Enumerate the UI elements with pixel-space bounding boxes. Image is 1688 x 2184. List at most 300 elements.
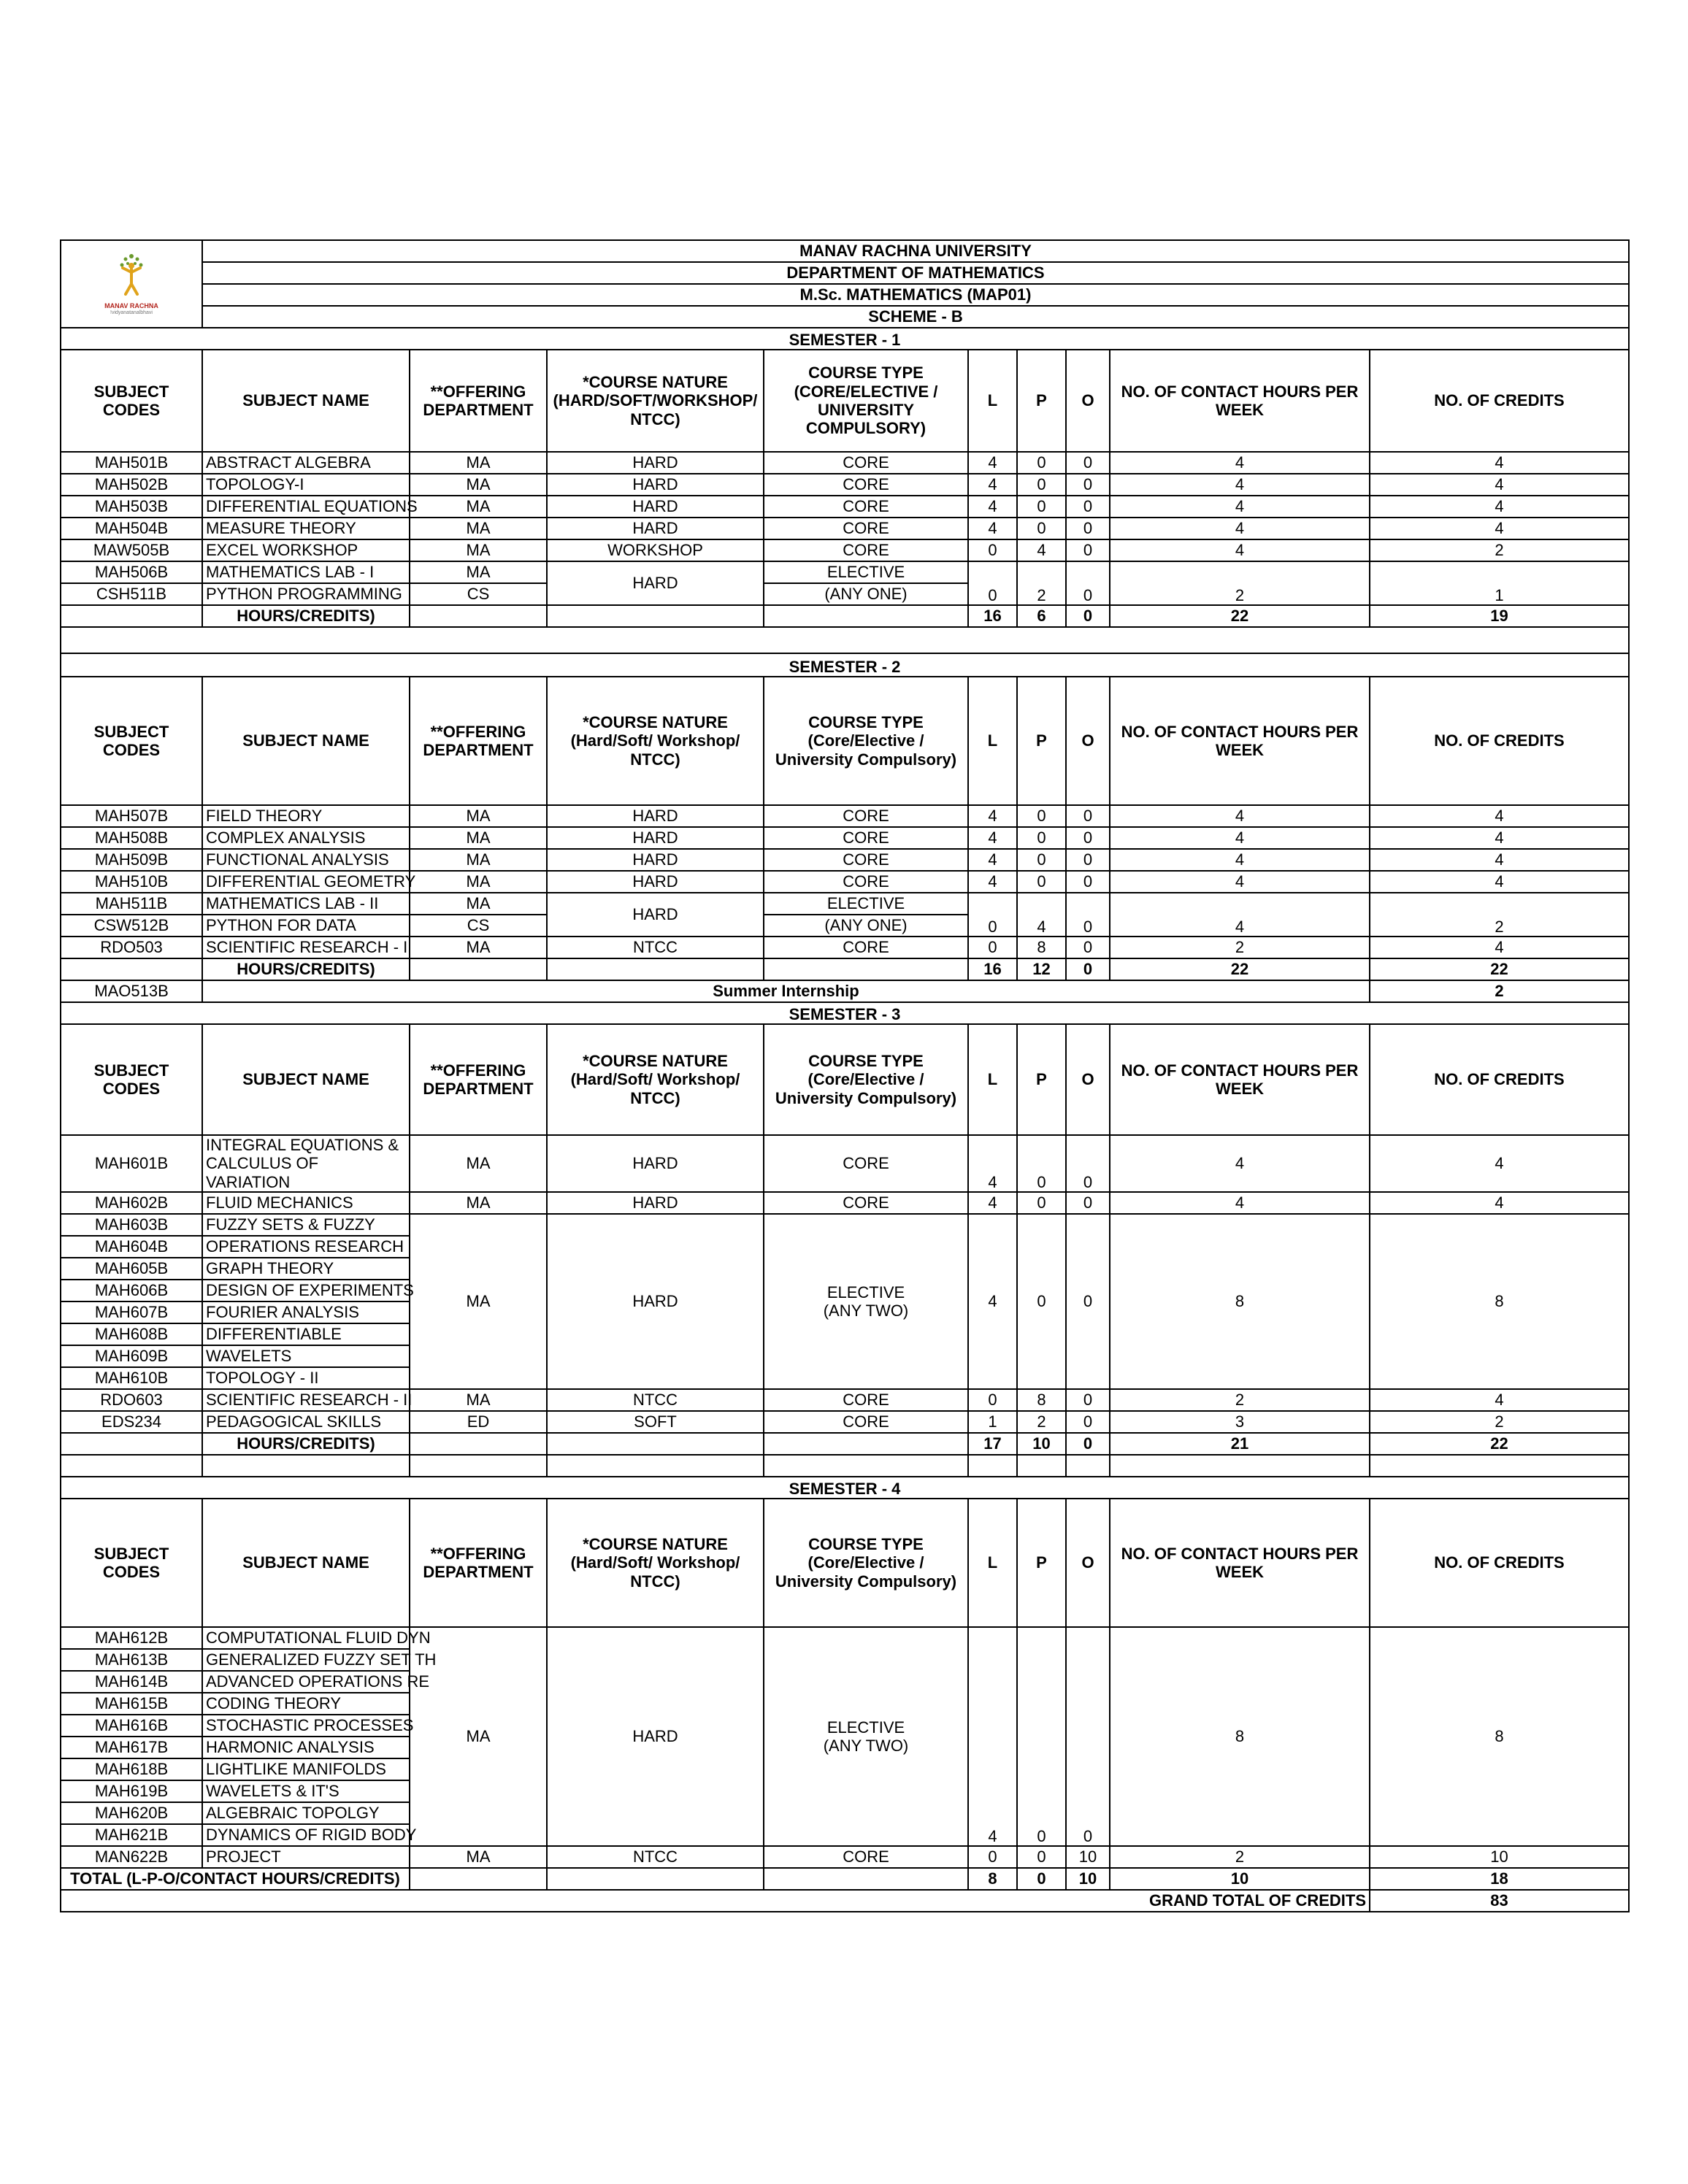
contact-hours: 8 [1110,1627,1370,1846]
empty-cell [547,1433,764,1455]
total-contact-hours: 21 [1110,1433,1370,1455]
course-nature: HARD [547,1135,764,1192]
header-offering-department: **OFFERING DEPARTMENT [410,1499,547,1627]
other-hours: 0 [1066,827,1110,849]
lecture-hours: 4 [968,474,1017,496]
lecture-hours: 0 [968,1389,1017,1411]
credits: 4 [1370,496,1629,518]
credits: 4 [1370,805,1629,827]
other-hours: 0 [1066,805,1110,827]
subject-code: RDO503 [61,937,202,958]
internship-row [61,980,1629,1002]
header-course-type: COURSE TYPE (Core/Elective / University Compulsory) [764,677,968,805]
lecture-hours: 4 [968,827,1017,849]
course-type: CORE [764,1411,968,1433]
contact-hours: 2 [1110,937,1370,958]
subject-name: MEASURE THEORY [202,518,410,539]
course-nature: HARD [547,893,764,937]
university-name: MANAV RACHNA UNIVERSITY [202,240,1629,262]
header-credits: NO. OF CREDITS [1370,1499,1629,1627]
title-row [61,306,1629,328]
subject-name: FOURIER ANALYSIS [202,1301,410,1323]
header-course-nature: *COURSE NATURE (Hard/Soft/ Workshop/ NTCC) [547,677,764,805]
total-row [61,1868,1629,1890]
table-body [61,240,1629,1912]
subject-name: FLUID MECHANICS [202,1192,410,1214]
empty-cell [1066,1455,1110,1477]
practical-hours: 8 [1017,1389,1066,1411]
total-credits: 19 [1370,605,1629,627]
course-type-line: (ANY TWO) [823,1736,909,1755]
subject-name: DYNAMICS OF RIGID BODY [202,1824,410,1846]
subject-code: MAH603B [61,1214,202,1236]
other-hours: 0 [1066,937,1110,958]
practical-hours: 0 [1017,496,1066,518]
course-type: CORE [764,871,968,893]
other-hours: 10 [1066,1846,1110,1868]
subject-code: MAH610B [61,1367,202,1389]
header-course-type: COURSE TYPE (CORE/ELECTIVE / UNIVERSITY COMPULSORY) [764,350,968,452]
grand-total-label: GRAND TOTAL OF CREDITS [61,1890,1370,1912]
other-hours: 0 [1066,1411,1110,1433]
total-l: 16 [968,605,1017,627]
column-header-row [61,1499,1629,1627]
lecture-hours: 4 [968,871,1017,893]
empty-cell [764,1433,968,1455]
course-nature: NTCC [547,1389,764,1411]
table-row [61,474,1629,496]
header-p: P [1017,1499,1066,1627]
course-type-line: (ANY TWO) [823,1301,909,1320]
course-type-line: ELECTIVE [826,1283,905,1301]
practical-hours: 2 [1017,561,1066,605]
practical-hours: 0 [1017,474,1066,496]
offering-department: MA [410,1192,547,1214]
course-type: CORE [764,474,968,496]
course-nature: HARD [547,849,764,871]
other-hours: 0 [1066,1214,1110,1389]
offering-department: MA [410,539,547,561]
course-type: CORE [764,1192,968,1214]
subject-code: MAH606B [61,1280,202,1301]
title-row [61,284,1629,306]
subject-code: MAH502B [61,474,202,496]
credits: 4 [1370,827,1629,849]
contact-hours: 2 [1110,561,1370,605]
total-l: 16 [968,958,1017,980]
empty-cell [547,1868,764,1890]
header-contact-hours: NO. OF CONTACT HOURS PER WEEK [1110,677,1370,805]
subject-code: MAH506B [61,561,202,583]
other-hours: 0 [1066,539,1110,561]
course-type [764,1214,968,1389]
course-type: CORE [764,937,968,958]
subject-code: MAH620B [61,1802,202,1824]
header-course-nature: *COURSE NATURE (Hard/Soft/ Workshop/ NTCC) [547,1024,764,1135]
course-type: CORE [764,849,968,871]
empty-cell [547,1455,764,1477]
subject-name: LIGHTLIKE MANIFOLDS [202,1758,410,1780]
credits: 4 [1370,1192,1629,1214]
total-l: 8 [968,1868,1017,1890]
subject-code: MAH607B [61,1301,202,1323]
lecture-hours: 0 [968,1846,1017,1868]
header-l: L [968,1499,1017,1627]
total-p: 0 [1017,1868,1066,1890]
header-l: L [968,1024,1017,1135]
subject-name: SCIENTIFIC RESEARCH - II [202,1389,410,1411]
course-nature: HARD [547,827,764,849]
blank-row [61,627,1629,653]
practical-hours: 0 [1017,1135,1066,1192]
logo-icon [115,252,148,301]
grand-total-value: 83 [1370,1890,1629,1912]
table-row [61,1411,1629,1433]
subject-name: GENERALIZED FUZZY SET TH [202,1649,410,1671]
offering-department: MA [410,1389,547,1411]
practical-hours: 2 [1017,1411,1066,1433]
total-credits: 22 [1370,1433,1629,1455]
header-credits: NO. OF CREDITS [1370,677,1629,805]
total-label: HOURS/CREDITS) [202,958,410,980]
empty-cell [410,1868,547,1890]
header-contact-hours: NO. OF CONTACT HOURS PER WEEK [1110,350,1370,452]
subject-code: MAH605B [61,1258,202,1280]
subject-code: MAH615B [61,1693,202,1715]
course-nature: HARD [547,474,764,496]
table-row [61,1214,1629,1236]
logo-name: MANAV RACHNA [104,302,158,310]
header-subject-name: SUBJECT NAME [202,350,410,452]
logo-tagline: !vidyanatanalbhavi [110,309,153,315]
header-subject-codes: SUBJECT CODES [61,1024,202,1135]
header-subject-codes: SUBJECT CODES [61,677,202,805]
subject-code: MAH621B [61,1824,202,1846]
practical-hours: 0 [1017,518,1066,539]
offering-department: MA [410,452,547,474]
subject-code: MAH504B [61,518,202,539]
offering-department: MA [410,518,547,539]
practical-hours: 0 [1017,1214,1066,1389]
contact-hours: 4 [1110,1135,1370,1192]
other-hours: 0 [1066,1627,1110,1846]
subject-name: MATHEMATICS LAB - I [202,561,410,583]
contact-hours: 4 [1110,1192,1370,1214]
subject-code: MAH612B [61,1627,202,1649]
course-type: CORE [764,452,968,474]
contact-hours: 4 [1110,893,1370,937]
subject-code: MAH614B [61,1671,202,1693]
offering-department: MA [410,937,547,958]
empty-cell [968,1455,1017,1477]
contact-hours: 4 [1110,518,1370,539]
course-nature: NTCC [547,937,764,958]
blank-cell [61,627,1629,653]
header-subject-codes: SUBJECT CODES [61,350,202,452]
lecture-hours: 4 [968,1192,1017,1214]
course-nature: HARD [547,452,764,474]
column-header-row [61,1024,1629,1135]
subject-code: CSW512B [61,915,202,937]
table-row [61,1627,1629,1649]
total-credits: 18 [1370,1868,1629,1890]
lecture-hours: 4 [968,518,1017,539]
course-nature: HARD [547,1214,764,1389]
offering-department: MA [410,849,547,871]
empty-cell [547,605,764,627]
credits: 1 [1370,561,1629,605]
practical-hours: 4 [1017,539,1066,561]
subject-name: DIFFERENTIAL EQUATIONS [202,496,410,518]
subject-code: MAN622B [61,1846,202,1868]
header-credits: NO. OF CREDITS [1370,350,1629,452]
subject-code: MAH507B [61,805,202,827]
subject-code: MAH510B [61,871,202,893]
table-row [61,1192,1629,1214]
offering-department: MA [410,1627,547,1846]
offering-department: MA [410,871,547,893]
subject-name: STOCHASTIC PROCESSES [202,1715,410,1737]
course-type: CORE [764,539,968,561]
total-p: 10 [1017,1433,1066,1455]
practical-hours: 0 [1017,1846,1066,1868]
empty-cell [410,1455,547,1477]
department-name: DEPARTMENT OF MATHEMATICS [202,262,1629,284]
course-type [764,1627,968,1846]
table-row [61,1389,1629,1411]
course-nature: NTCC [547,1846,764,1868]
subject-name: ABSTRACT ALGEBRA [202,452,410,474]
subject-code: MAH619B [61,1780,202,1802]
subject-name: DESIGN OF EXPERIMENTS [202,1280,410,1301]
subject-name: PYTHON FOR DATA [202,915,410,937]
contact-hours: 4 [1110,827,1370,849]
table-row [61,1846,1629,1868]
subject-name: COMPUTATIONAL FLUID DYN [202,1627,410,1649]
table-row [61,893,1629,915]
credits: 2 [1370,1411,1629,1433]
course-nature: HARD [547,1192,764,1214]
empty-cell [547,958,764,980]
other-hours: 0 [1066,474,1110,496]
header-offering-department: **OFFERING DEPARTMENT [410,1024,547,1135]
header-p: P [1017,677,1066,805]
subject-code: MAH501B [61,452,202,474]
header-course-nature: *COURSE NATURE (Hard/Soft/ Workshop/ NTCC) [547,1499,764,1627]
lecture-hours: 0 [968,561,1017,605]
subject-name: MATHEMATICS LAB - II [202,893,410,915]
course-type: CORE [764,1846,968,1868]
other-hours: 0 [1066,1389,1110,1411]
column-header-row [61,677,1629,805]
lecture-hours: 0 [968,937,1017,958]
other-hours: 0 [1066,849,1110,871]
empty-cell [764,1455,968,1477]
total-label: TOTAL (L-P-O/CONTACT HOURS/CREDITS) [61,1868,410,1890]
total-row [61,958,1629,980]
subject-name: PEDAGOGICAL SKILLS [202,1411,410,1433]
course-type: CORE [764,1389,968,1411]
lecture-hours: 4 [968,452,1017,474]
offering-department: CS [410,915,547,937]
table-row [61,849,1629,871]
header-l: L [968,677,1017,805]
practical-hours: 0 [1017,871,1066,893]
empty-cell [410,958,547,980]
header-credits: NO. OF CREDITS [1370,1024,1629,1135]
header-o: O [1066,677,1110,805]
offering-department: MA [410,1135,547,1192]
total-o: 0 [1066,605,1110,627]
header-subject-codes: SUBJECT CODES [61,1499,202,1627]
practical-hours: 0 [1017,827,1066,849]
header-offering-department: **OFFERING DEPARTMENT [410,350,547,452]
credits: 4 [1370,518,1629,539]
table-row [61,561,1629,583]
subject-name: FIELD THEORY [202,805,410,827]
total-row [61,1433,1629,1455]
other-hours: 0 [1066,561,1110,605]
total-p: 12 [1017,958,1066,980]
table-row [61,827,1629,849]
course-type: CORE [764,1135,968,1192]
contact-hours: 4 [1110,871,1370,893]
offering-department: MA [410,1214,547,1389]
subject-name: INTEGRAL EQUATIONS & CALCULUS OF VARIATION [202,1135,410,1192]
course-type: CORE [764,827,968,849]
subject-name: ALGEBRAIC TOPOLGY [202,1802,410,1824]
subject-name: GRAPH THEORY [202,1258,410,1280]
semester-title-row [61,328,1629,350]
total-o: 10 [1066,1868,1110,1890]
subject-name: OPERATIONS RESEARCH [202,1236,410,1258]
subject-code: CSH511B [61,583,202,605]
table-row [61,805,1629,827]
semester-title-row [61,1002,1629,1024]
subject-code: MAH609B [61,1345,202,1367]
table-row [61,1135,1629,1192]
subject-name: DIFFERENTIABLE [202,1323,410,1345]
subject-code: MAH617B [61,1737,202,1758]
total-contact-hours: 10 [1110,1868,1370,1890]
subject-code: MAH613B [61,1649,202,1671]
table-row [61,539,1629,561]
lecture-hours: 4 [968,805,1017,827]
course-type: (ANY ONE) [764,583,968,605]
credits: 4 [1370,871,1629,893]
practical-hours: 0 [1017,1627,1066,1846]
semester-title-row [61,653,1629,677]
subject-code: MAH503B [61,496,202,518]
total-credits: 22 [1370,958,1629,980]
empty-cell [764,605,968,627]
subject-name: PROJECT [202,1846,410,1868]
lecture-hours: 4 [968,1214,1017,1389]
blank-row [61,1455,1629,1477]
subject-name: TOPOLOGY - II [202,1367,410,1389]
offering-department: ED [410,1411,547,1433]
empty-cell [1370,1455,1629,1477]
subject-code: MAH616B [61,1715,202,1737]
header-o: O [1066,1499,1110,1627]
contact-hours: 4 [1110,474,1370,496]
header-course-type: COURSE TYPE (Core/Elective / University Compulsory) [764,1499,968,1627]
lecture-hours: 0 [968,893,1017,937]
total-row [61,605,1629,627]
subject-name: WAVELETS & IT'S [202,1780,410,1802]
header-subject-name: SUBJECT NAME [202,677,410,805]
other-hours: 0 [1066,1135,1110,1192]
subject-name: FUNCTIONAL ANALYSIS [202,849,410,871]
credits: 8 [1370,1214,1629,1389]
subject-code: MAH511B [61,893,202,915]
table-row [61,452,1629,474]
subject-code: MAH604B [61,1236,202,1258]
offering-department: MA [410,893,547,915]
course-nature: HARD [547,496,764,518]
credits: 2 [1370,893,1629,937]
empty-cell [61,1433,202,1455]
scheme-table [60,239,1630,1912]
course-nature: WORKSHOP [547,539,764,561]
header-offering-department: **OFFERING DEPARTMENT [410,677,547,805]
other-hours: 0 [1066,1192,1110,1214]
other-hours: 0 [1066,452,1110,474]
total-l: 17 [968,1433,1017,1455]
internship-name: Summer Internship [202,980,1370,1002]
credits: 4 [1370,474,1629,496]
other-hours: 0 [1066,893,1110,937]
contact-hours: 4 [1110,849,1370,871]
header-o: O [1066,1024,1110,1135]
total-label: HOURS/CREDITS) [202,605,410,627]
offering-department: MA [410,496,547,518]
program-name: M.Sc. MATHEMATICS (MAP01) [202,284,1629,306]
subject-code: MAO513B [61,980,202,1002]
course-type: CORE [764,805,968,827]
credits: 2 [1370,980,1629,1002]
empty-cell [410,1433,547,1455]
practical-hours: 0 [1017,1192,1066,1214]
other-hours: 0 [1066,871,1110,893]
empty-cell [1017,1455,1066,1477]
other-hours: 0 [1066,496,1110,518]
subject-code: MAH608B [61,1323,202,1345]
course-nature: HARD [547,805,764,827]
header-l: L [968,350,1017,452]
other-hours: 0 [1066,518,1110,539]
total-p: 6 [1017,605,1066,627]
contact-hours: 2 [1110,1389,1370,1411]
subject-code: EDS234 [61,1411,202,1433]
header-p: P [1017,1024,1066,1135]
subject-name: CODING THEORY [202,1693,410,1715]
course-nature: HARD [547,518,764,539]
header-o: O [1066,350,1110,452]
offering-department: CS [410,583,547,605]
header-course-nature: *COURSE NATURE (HARD/SOFT/WORKSHOP/ NTCC) [547,350,764,452]
course-nature: HARD [547,561,764,605]
empty-cell [61,1455,202,1477]
course-type: CORE [764,496,968,518]
contact-hours: 4 [1110,805,1370,827]
total-contact-hours: 22 [1110,958,1370,980]
contact-hours: 4 [1110,539,1370,561]
credits: 4 [1370,1135,1629,1192]
subject-code: MAW505B [61,539,202,561]
practical-hours: 0 [1017,452,1066,474]
semester-title-row [61,1477,1629,1499]
